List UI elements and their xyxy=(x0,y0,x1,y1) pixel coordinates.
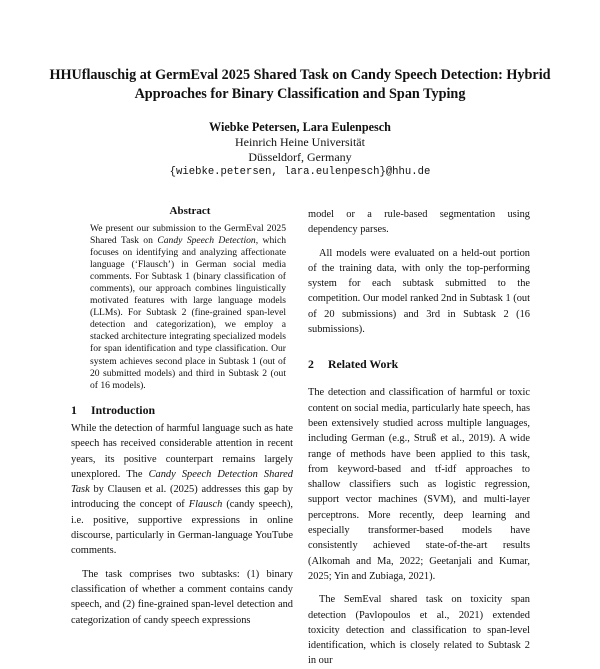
related-work-paragraph-2: The SemEval shared task on toxicity span detection (Pavlopoulos et al., 2021) extended toxicity detection and classification to span-level identification, which is closely related to Subtask 2 in our xyxy=(308,594,530,667)
related-work-number: 2 xyxy=(308,357,314,372)
intro-section-heading xyxy=(71,403,155,418)
intro-p1-text-c: (candy speech), i.e. positive, supportive expressions in online discourse, particularly in German-language YouTube comments. xyxy=(71,499,293,557)
author-email: {wiebke.petersen, lara.eulenpesch}@hhu.de xyxy=(169,166,431,178)
location: Düsseldorf, Germany xyxy=(248,150,352,164)
right-column-body xyxy=(308,207,530,669)
related-work-paragraph-1: The detection and classification of harmful or toxic content on social media, particularly hate speech, has been extensively studied across multiple languages, including German (e.g., Struß et al., 2019). A wide range of methods have been applied to this task, from keyword-based and tf-idf approaches to shallow classifiers such as logistic regression, support vector machines (SVM), and multi-layer perceptrons. More recently, deep learning and especially transformer-based models have consistently achieved state-of-the-art results (Alkomah and Ma, 2022; Geetanjali and Kumar, 2025; Yin and Zubiaga, 2021). xyxy=(308,387,530,582)
abstract-text xyxy=(90,223,286,392)
author-names: Wiebke Petersen, Lara Eulenpesch xyxy=(209,120,391,134)
abstract-italic-task: Candy Speech Detection xyxy=(157,235,256,247)
paper-title: HHUflauschig at GermEval 2025 Shared Task on Candy Speech Detection: Hybrid Approaches for Binary Classification and Span Typing xyxy=(49,67,551,102)
intro-p1-text-a: While the detection of harmful language such as hate speech has received considerable attention in recent years, its positive counterpart remains largely unexplored. The xyxy=(71,423,293,480)
related-work-title: Related Work xyxy=(328,357,399,372)
evaluation-paragraph: All models were evaluated on a held-out portion of the training data, with only the top-performing system for each subtask submitted to the competition. Our model ranked 2nd in Subtask 1 (out of 20 submissions) and 3rd in Subtask 2 (16 submissions). xyxy=(308,247,530,336)
related-work-heading xyxy=(308,357,530,372)
intro-paragraph-2: The task comprises two subtasks: (1) binary classification of whether a comment contains candy speech, and (2) fine-grained span-level detection and categorization of candy speech expressions xyxy=(71,568,293,626)
left-column-body xyxy=(71,421,293,628)
intro-p1-text-b: by Clausen et al. (2025) addresses this gap by introducing the concept of xyxy=(71,484,293,511)
author-block xyxy=(100,120,500,180)
abstract-text-1: We present our submission to the GermEval 2025 Shared Task on xyxy=(90,223,286,247)
intro-section-number: 1 xyxy=(71,403,77,417)
abstract-heading: Abstract xyxy=(169,205,211,217)
intro-p1-italic-task: Candy Speech Detection Shared Task xyxy=(71,468,293,496)
intro-paragraph-1 xyxy=(71,421,293,559)
method-continuation-paragraph: model or a rule-based segmentation using dependency parses. xyxy=(308,209,530,236)
abstract-text-2: , which focuses on identifying and analyzing affectionate language (‘Flausch’) in German social media comments. For Subtask 1 (binary classification of comments), our approach combines linguistically motivated features with large language models (LLMs). For Subtask 2 (fine-grained span-level detection and categorization), we employ a stacked architecture integrating specialized models for span identification and type classification. Our system achieves second place in Subtask 1 (out of 20 submitted models) and third in Subtask 2 (out of 16 models). xyxy=(90,235,286,391)
intro-section-title: Introduction xyxy=(91,403,156,417)
intro-p1-italic-flausch: Flausch xyxy=(188,499,223,511)
affiliation: Heinrich Heine Universität xyxy=(235,135,365,149)
